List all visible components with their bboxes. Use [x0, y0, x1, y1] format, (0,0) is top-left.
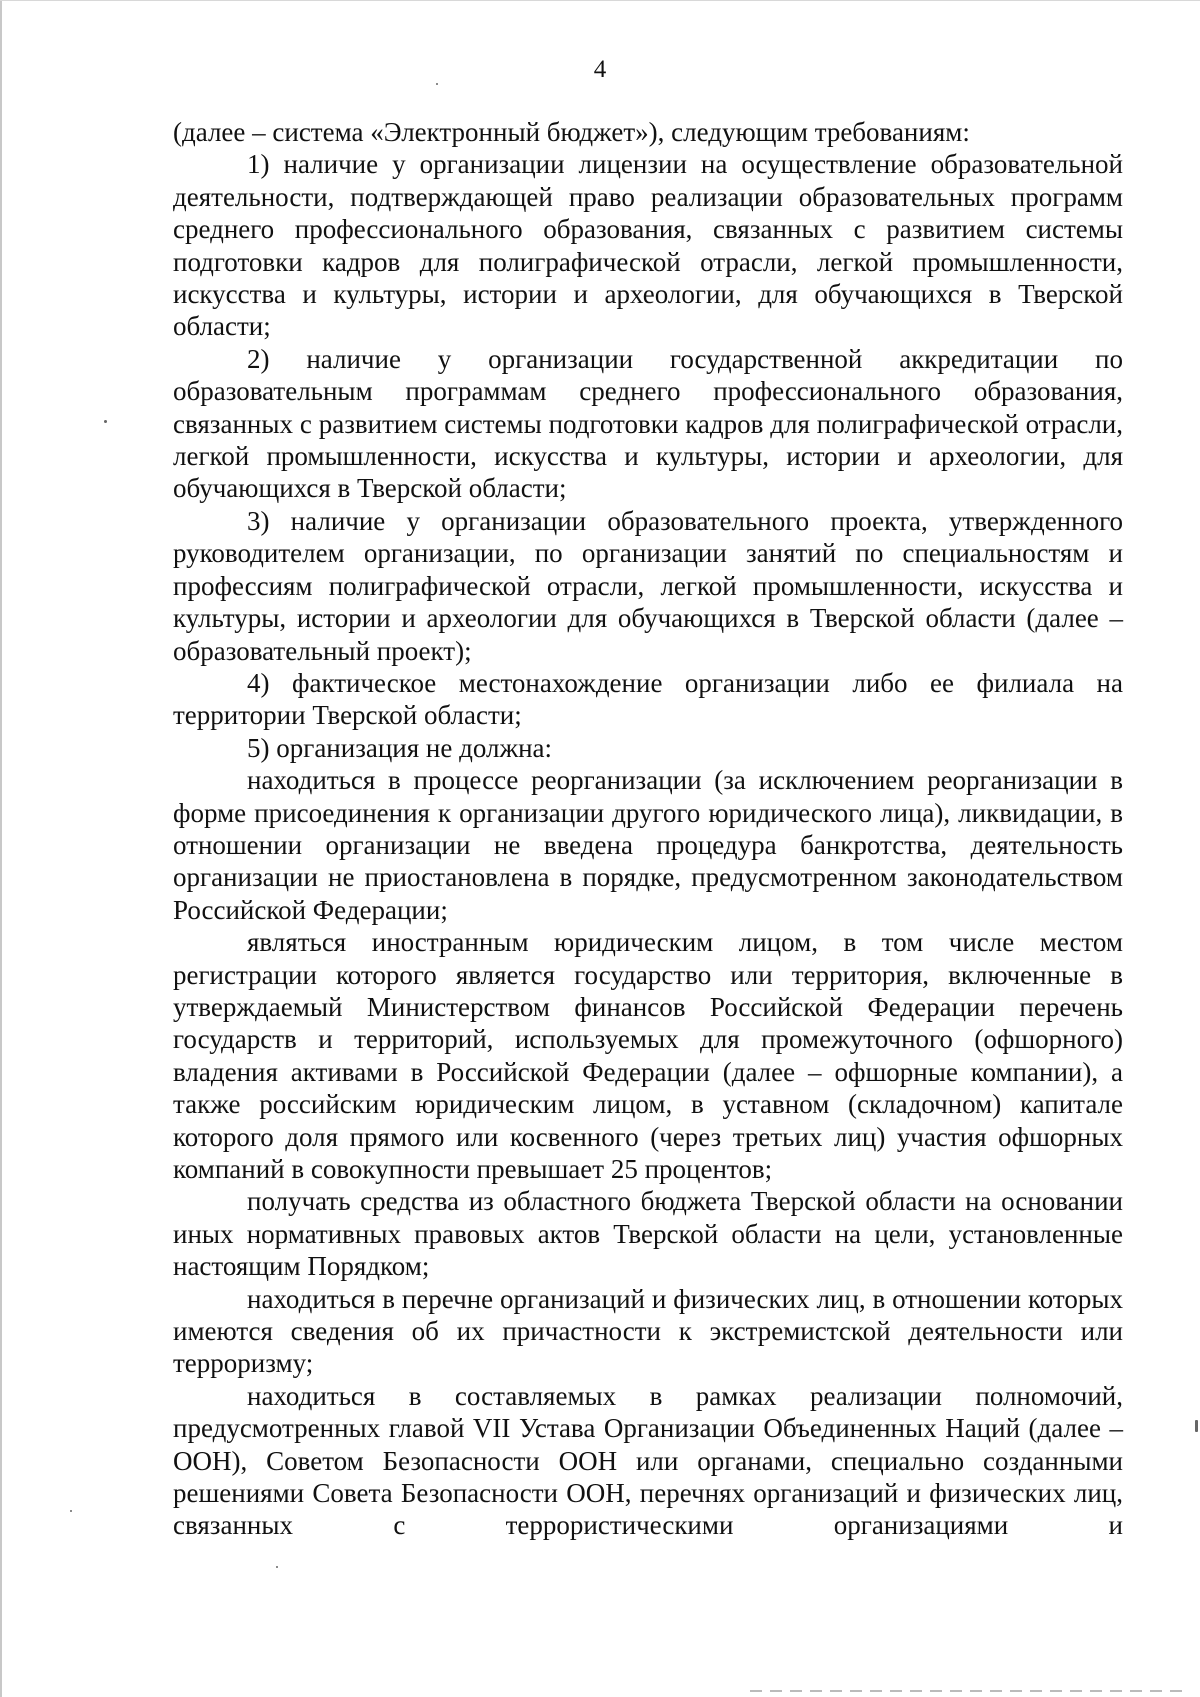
scan-edge-top	[0, 0, 1200, 1]
page-number	[0, 55, 1200, 85]
paragraph-subitem-reorganization: находиться в процессе реорганизации (за исключением реорганизации в форме присоединения к организации другого юридического лица), ликвидации, в отношении организации не введена процедура банкротства, деятельность организации не приостановлена в порядке, предусмотренном законодательством Российской Федерации;	[173, 765, 1123, 925]
scan-speck	[1195, 1420, 1198, 1432]
paragraph-item-4: 4) фактическое местонахождение организации либо ее филиала на территории Тверской области;	[173, 667, 1123, 731]
paragraph-item-2: 2) наличие у организации государственной аккредитации по образовательным программам среднего профессионального образования, связанных с развитием системы подготовки кадров для полиграфической отрасли, легкой промышленности, искусства и культуры, истории и археологии, для обучающихся в Тверской области;	[173, 343, 1123, 504]
scan-edge-left	[0, 0, 2, 1697]
page-number-text: 4	[593, 56, 607, 83]
scan-footer-marks	[750, 1690, 1190, 1692]
scan-speck	[436, 83, 438, 85]
paragraph-subitem-budget-funds: получать средства из областного бюджета Тверской области на основании иных нормативных правовых актов Тверской области на цели, установленные настоящим Порядком;	[173, 1186, 1123, 1282]
paragraph-item-1: 1) наличие у организации лицензии на осуществление образовательной деятельности, подтверждающей право реализации образовательных программ среднего профессионального образования, связанных с развитием системы подготовки кадров для полиграфической отрасли, легкой промышленности, искусства и культуры, истории и археологии, для обучающихся в Тверской области;	[173, 149, 1123, 342]
document-body	[173, 116, 1123, 1542]
paragraph-subitem-extremism-list: находиться в перечне организаций и физических лиц, в отношении которых имеются сведения об их причастности к экстремистской деятельности или терроризму;	[173, 1283, 1123, 1379]
scan-speck	[276, 1566, 278, 1568]
paragraph-item-5: 5) организация не должна:	[247, 732, 553, 763]
paragraph-item-3: 3) наличие у организации образовательного проекта, утвержденного руководителем организации, по организации занятий по специальностям и профессиям полиграфической отрасли, легкой промышленности, искусства и культуры, истории и археологии для обучающихся в Тверской области (далее – образовательный проект);	[173, 505, 1123, 666]
scan-speck	[104, 420, 107, 423]
paragraph-subitem-foreign-entity: являться иностранным юридическим лицом, в том числе местом регистрации которого является государство или территория, включенные в утверждаемый Министерством финансов Российской Федерации перечень государств и территорий, используемых для промежуточного (офшорного) владения активами в Российской Федерации (далее – офшорные компании), а также российским юридическим лицом, в уставном (складочном) капитале которого доля прямого или косвенного (через третьих лиц) участия офшорных компаний в совокупности превышает 25 процентов;	[173, 927, 1123, 1184]
paragraph-continuation: (далее – система «Электронный бюджет»), следующим требованиям:	[173, 117, 970, 147]
paragraph-subitem-un-list: находиться в составляемых в рамках реализации полномочий, предусмотренных главой VII Устава Организации Объединенных Наций (далее – ООН), Советом Безопасности ООН или органами, специально созданными решениями Совета Безопасности ООН, перечнях организаций и физических лиц, связанных с террористическими организациями и	[173, 1380, 1123, 1541]
scan-speck	[70, 1510, 72, 1512]
